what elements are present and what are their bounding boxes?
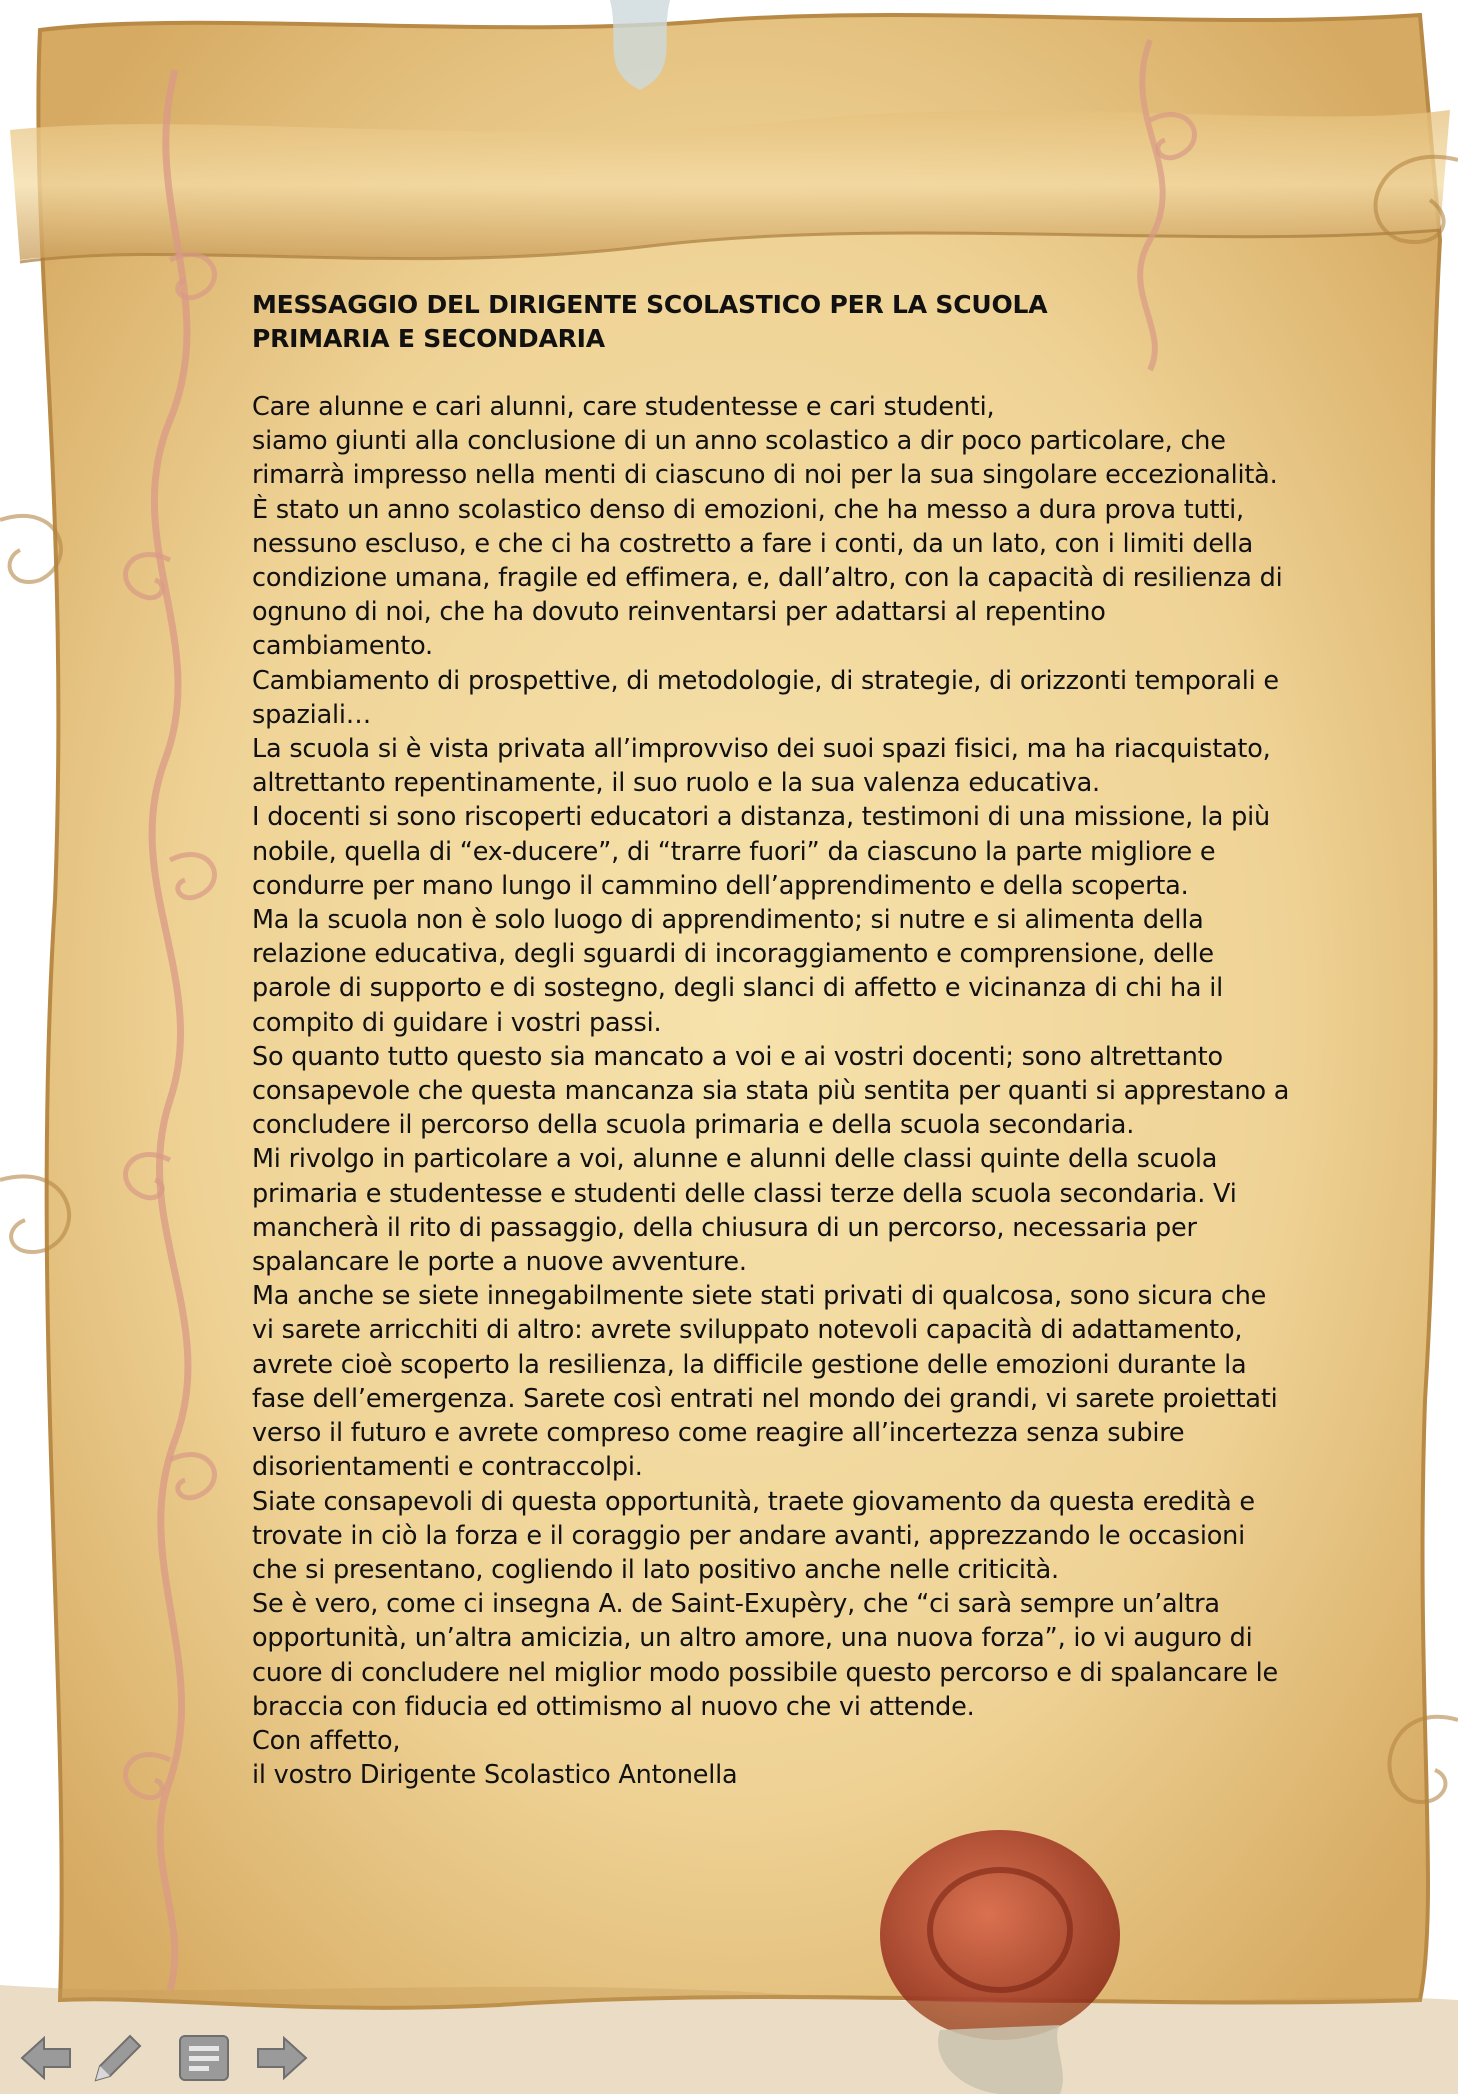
letter-closing: Con affetto, <box>252 1725 401 1756</box>
letter-paragraph: So quanto tutto questo sia mancato a voi e ai vostri docenti; sono altrettanto consapevole che questa mancanza sia stata più sentita per quanti si apprestano a concludere il percorso della scuola primaria e della scuola secondaria. <box>252 1041 1290 1141</box>
letter-signature: il vostro Dirigente Scolastico Antonella <box>252 1760 738 1791</box>
letter-paragraph: Cambiamento di prospettive, di metodologie, di strategie, di orizzonti temporali e spaziali… <box>252 665 1279 730</box>
letter-paragraph: La scuola si è vista privata all’improvviso dei suoi spazi fisici, ma ha riacquistato, altrettanto repentinamente, il suo ruolo e la sua valenza educativa. <box>252 734 1271 799</box>
letter-paragraph: È stato un anno scolastico denso di emozioni, che ha messo a dura prova tutti, nessuno escluso, e che ci ha costretto a fare i conti, da un lato, con i limiti della condizione umana, fragile ed effimera, e, dall’altro, con la capacità di resilienza di ognuno di noi, che ha dovuto reinventarsi per adattarsi al repentino cambiamento. <box>252 494 1283 662</box>
pencil-icon[interactable] <box>86 2030 146 2090</box>
letter-paragraph: siamo giunti alla conclusione di un anno scolastico a dir poco particolare, che rimarrà impresso nella menti di ciascuno di noi per la sua singolare eccezionalità. <box>252 426 1278 491</box>
letter-body <box>252 288 1292 1792</box>
letter-title: MESSAGGIO DEL DIRIGENTE SCOLASTICO PER LA SCUOLA PRIMARIA E SECONDARIA <box>252 290 1048 353</box>
letter-paragraph: Ma la scuola non è solo luogo di apprendimento; si nutre e si alimenta della relazione educativa, degli sguardi di incoraggiamento e comprensione, delle parole di supporto e di sostegno, degli slanci di affetto e vicinanza di chi ha il compito di guidare i vostri passi. <box>252 905 1224 1038</box>
letter-paragraph: Care alunne e cari alunni, care studentesse e cari studenti, <box>252 392 995 422</box>
menu-icon[interactable] <box>176 2030 236 2090</box>
letter-paragraph: Ma anche se siete innegabilmente siete stati privati di qualcosa, sono sicura che vi sarete arricchiti di altro: avrete sviluppato notevoli capacità di adattamento, avrete cioè scoperto la resilienza, la difficile gestione delle emozioni durante la fase dell’emergenza. Sarete così entrati nel mondo dei grandi, vi sarete proiettati verso il futuro e avrete compreso come reagire all’incertezza senza subire disorientamenti e contraccolpi. <box>252 1281 1278 1483</box>
letter-paragraph: Siate consapevoli di questa opportunità, traete giovamento da questa eredità e trovate in ciò la forza e il coraggio per andare avanti, apprezzando le occasioni che si presentano, cogliendo il lato positivo anche nelle criticità. <box>252 1486 1255 1585</box>
page-navigation <box>0 2030 330 2094</box>
letter-paragraph: Mi rivolgo in particolare a voi, alunne e alunni delle classi quinte della scuola primaria e studentesse e studenti delle classi terze della scuola secondaria. Vi mancherà il rito di passaggio, della chiusura di un percorso, necessaria per spalancare le porte a nuove avventure. <box>252 1144 1237 1278</box>
letter-paragraph: I docenti si sono riscoperti educatori a distanza, testimoni di una missione, la più nobile, quella di “ex-ducere”, di “trarre fuori” da ciascuno la parte migliore e condurre per mano lungo il cammino dell’apprendimento e della scoperta. <box>252 802 1270 901</box>
arrow-left-icon[interactable] <box>18 2030 78 2090</box>
letter-paragraph: Se è vero, come ci insegna A. de Saint-Exupèry, che “ci sarà sempre un’altra opportunità, un’altra amicizia, un altro amore, una nuova forza”, io vi auguro di cuore di concludere nel miglior modo possibile questo percorso e di spalancare le braccia con fiducia ed ottimismo al nuovo che vi attende. <box>252 1589 1278 1722</box>
arrow-right-icon[interactable] <box>254 2030 314 2090</box>
